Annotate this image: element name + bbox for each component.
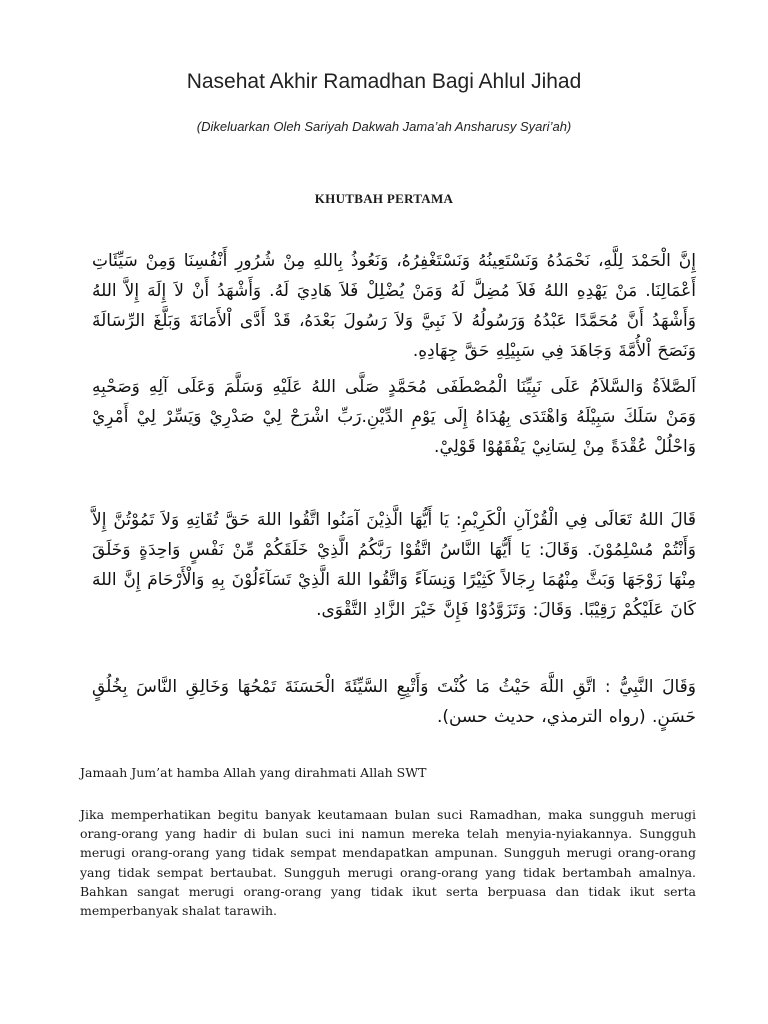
document-title: Nasehat Akhir Ramadhan Bagi Ahlul Jihad (186, 70, 582, 93)
section-heading: KHUTBAH PERTAMA (314, 191, 454, 206)
arabic-paragraph-hadith: وَقَالَ النَّبِيُّ : اتَّقِ اللَّهَ حَيْثُ مَا كُنْتَ وَأَتْبِعِ السَّيِّئَةَ الْحَسَنَةَ تَمْحُهَا وَخَالِقِ النَّاسَ بِخُلُقٍ حَسَنٍ. (رواه الترمذي، حديث حسن). (92, 677, 696, 727)
arabic-paragraph-quran: قَالَ اللهُ تَعَالَى فِي الْقُرْآنِ الْكَرِيْمِ: يَا أَيُّهَا الَّذِيْنَ آمَنُوا اتَّقُوا اللهَ حَقَّ تُقَاتِهِ وَلاَ تَمُوْتُنَّ إِلاَّ وَأَنْتُمْ مُسْلِمُوْنَ. وَقَالَ: يَا أَيُّهَا النَّاسُ اتَّقُوْا رَبَّكُمُ الَّذِيْ خَلَقَكُمْ مِّنْ نَفْسٍ وَاحِدَةٍ وَخَلَقَ مِنْهَا زَوْجَهَا وَبَثَّ مِنْهُمَا رِجَالاً كَثِيْرًا وَنِسَآءً وَاتَّقُوا اللهَ الَّذِيْ تَسَآءَلُوْنَ بِهِ وَالْأَرْحَامَ إِنَّ اللهَ كَانَ عَلَيْكُمْ رَقِيْبًا. وَقَالَ: وَتَزَوَّدُوْا فَإِنَّ خَيْرَ الزَّادِ التَّقْوَى. (92, 510, 696, 620)
arabic-paragraph-salawat: اَلصَّلاَةُ وَالسَّلاَمُ عَلَى نَبِيِّنَا الْمُصْطَفَى مُحَمَّدٍ صَلَّى اللهُ عَلَيْهِ وَسَلَّمَ وَعَلَى آلِهِ وَصَحْبِهِ وَمَنْ سَلَكَ سَبِيْلَهُ وَاهْتَدَى بِهُدَاهُ إِلَى يَوْمِ الدِّيْنِ.رَبِّ اشْرَحْ لِيْ صَدْرِيْ وَيَسِّرْ لِيْ أَمْرِيْ وَاحْلُلْ عُقْدَةً مِنْ لِسَانِيْ يَفْقَهُوْا قَوْلِيْ. (92, 377, 696, 457)
arabic-paragraph-opening: إِنَّ الْحَمْدَ لِلَّهِ، نَحْمَدُهُ وَنَسْتَعِينُهُ وَنَسْتَغْفِرُهُ، وَنَعُوذُ بِاللهِ مِنْ شُرُورِ أَنْفُسِنَا وَمِنْ سَيِّئَاتِ أَعْمَالِنَا. مَنْ يَهْدِهِ اللهُ فَلاَ مُضِلَّ لَهُ وَمَنْ يُضْلِلْ فَلاَ هَادِيَ لَهُ. وَأَشْهَدُ أَنْ لاَ إِلَهَ إِلاَّ اللهُ وَأَشْهَدُ أَنَّ مُحَمَّدًا عَبْدُهُ وَرَسُولُهُ لاَ نَبِيَّ وَلاَ رَسُولَ بَعْدَهُ، قَدْ أَدَّى اْلأَمَانَةَ وَبَلَّغَ الرِّسَالَةَ وَنَصَحَ اْلأُمَّةَ وَجَاهَدَ فِي سَبِيْلِهِ حَقَّ جِهَادِهِ. (92, 251, 696, 361)
body-paragraph: Jika memperhatikan begitu banyak keutamaan bulan suci Ramadhan, maka sungguh merugi orang-orang yang hadir di bulan suci ini namun mereka telah menyia-nyiakannya. Sungguh merugi orang-orang yang tidak sempat mendapatkan ampunan. Sungguh merugi orang-orang yang tidak sempat bertaubat. Sungguh merugi orang-orang yang tidak bertambah amalnya. Bahkan sangat merugi orang-orang yang tidak ikut serta berpuasa dan tidak ikut serta memperbanyak shalat tarawih. (80, 807, 696, 919)
greeting-line: Jamaah Jum’at hamba Allah yang dirahmati Allah SWT (80, 765, 427, 780)
document-subtitle: (Dikeluarkan Oleh Sariyah Dakwah Jama’ah Ansharusy Syari’ah) (196, 119, 572, 134)
